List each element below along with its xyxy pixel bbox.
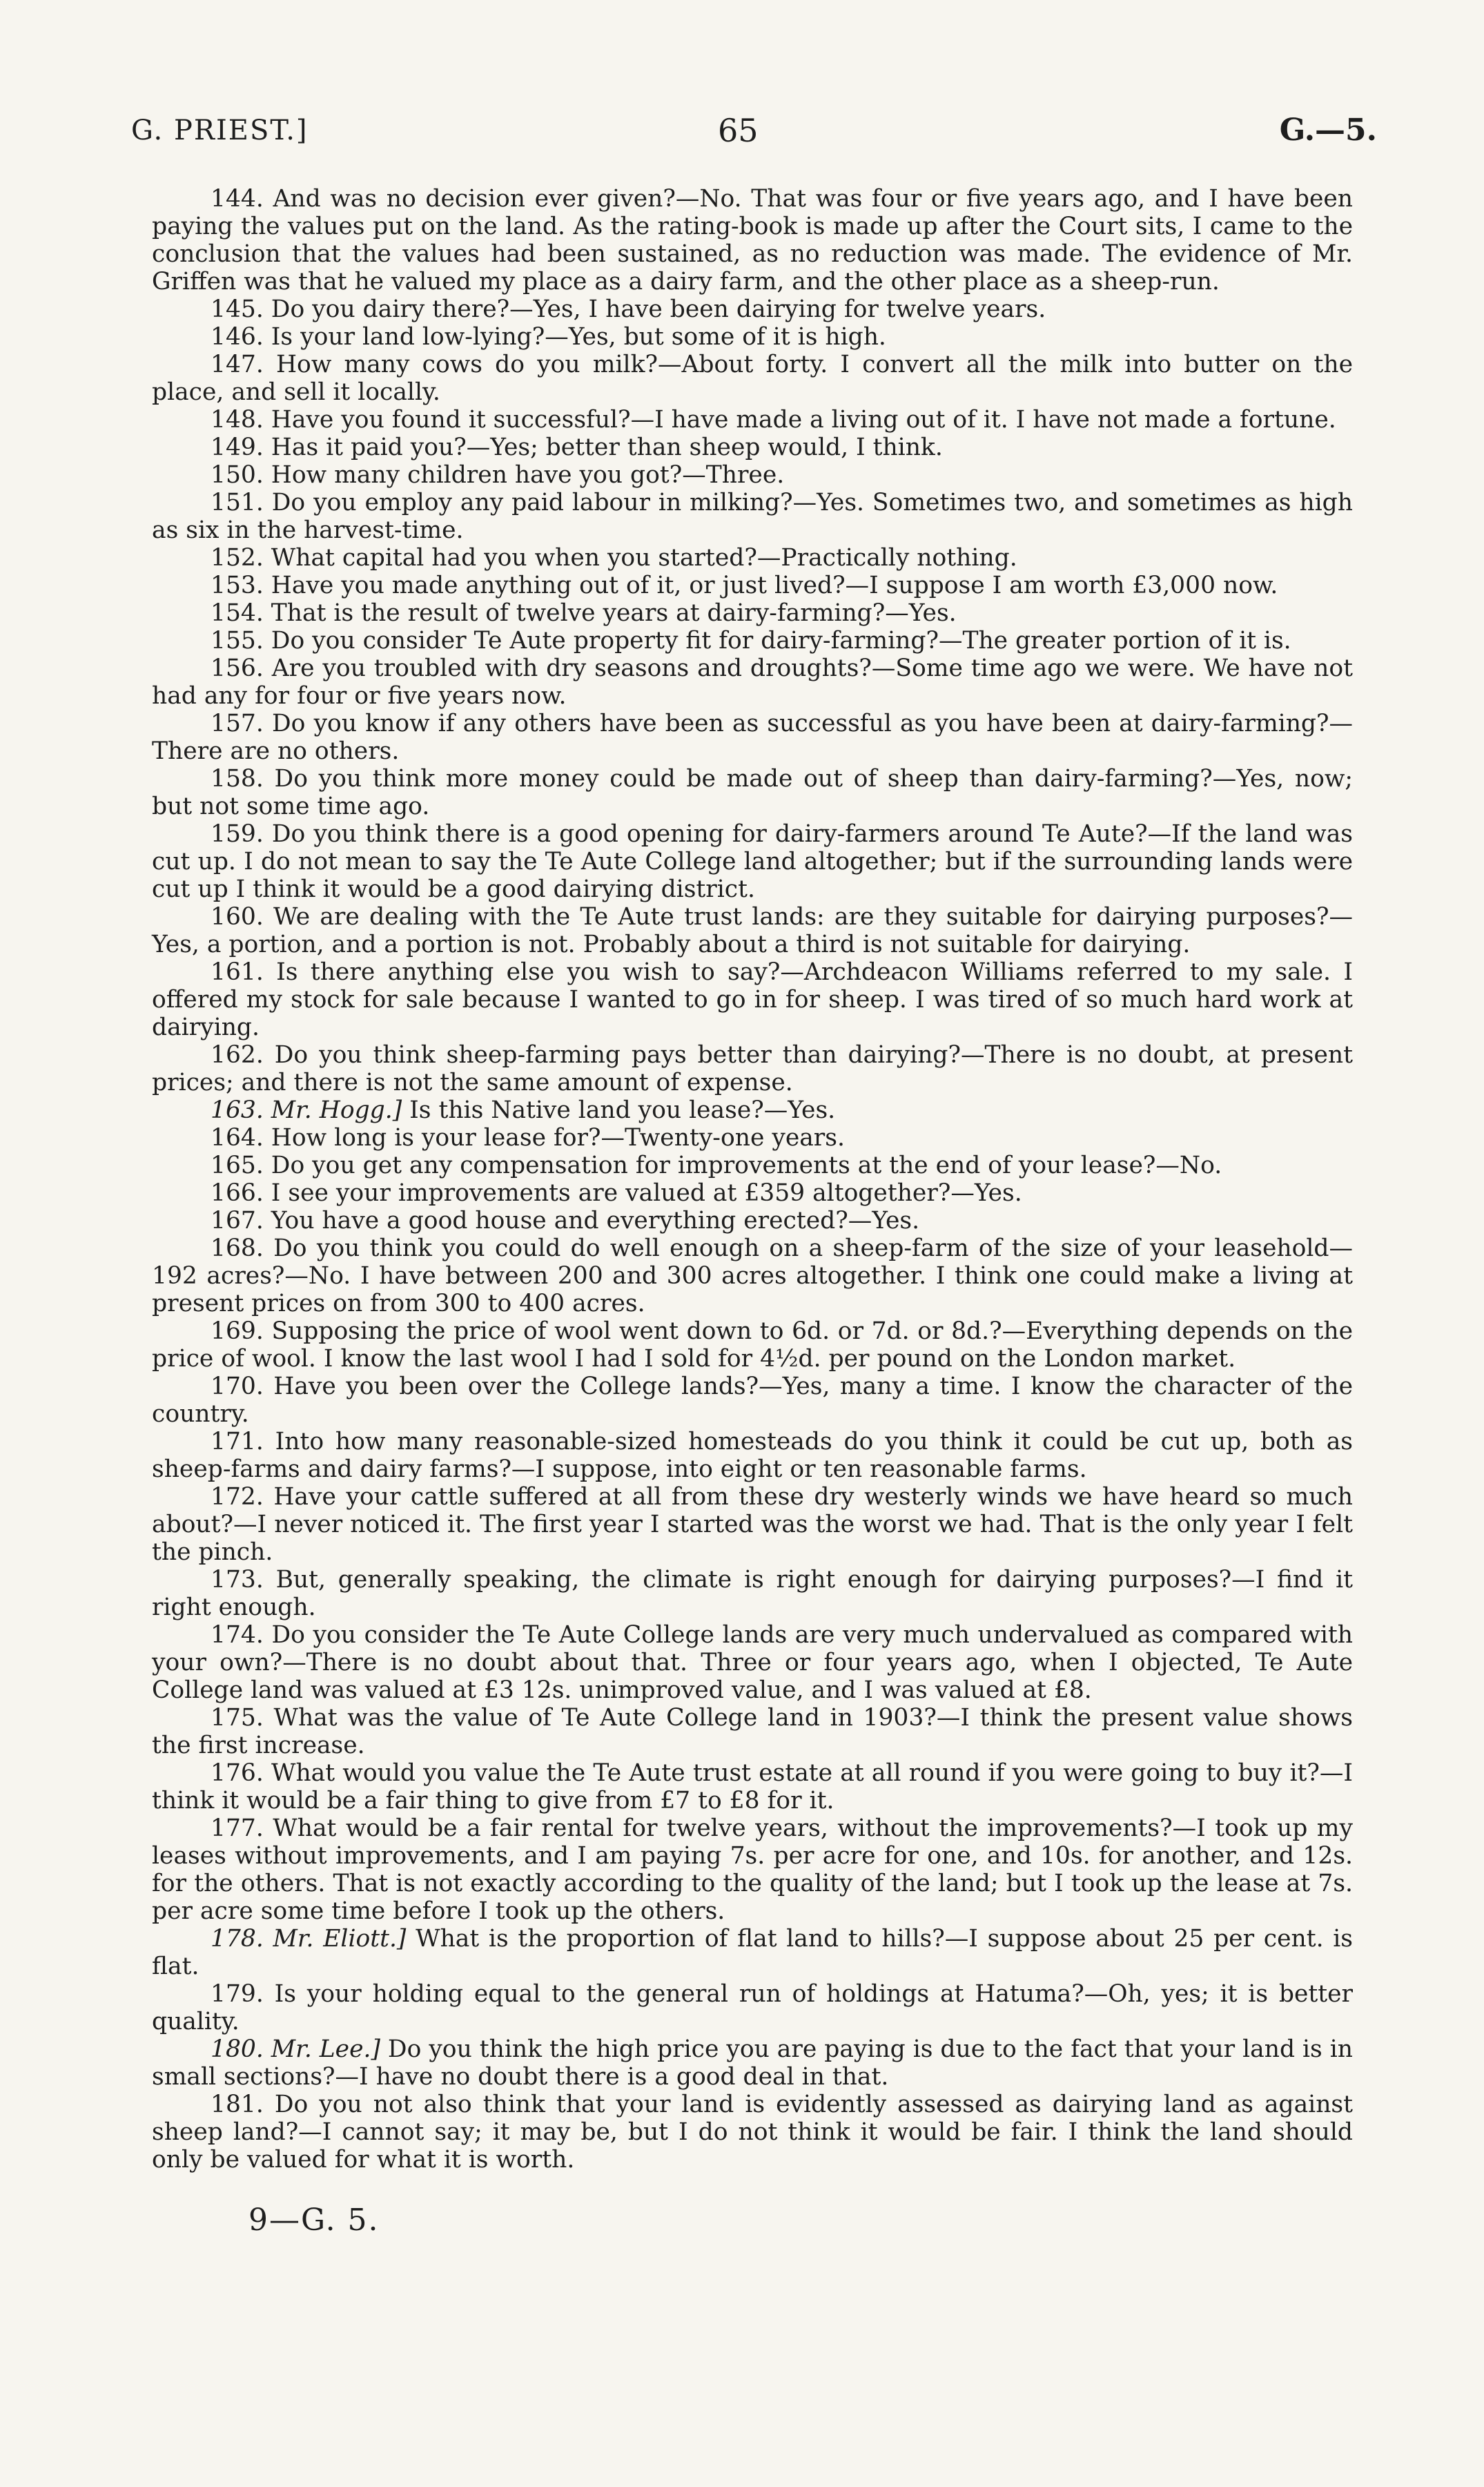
paragraph-text: 155. Do you consider Te Aute property fit for dairy-farming?—The greater portion of it is.: [211, 627, 1291, 655]
qa-paragraph: [152, 1815, 1353, 1925]
paragraph-text: 169. Supposing the price of wool went down to 6d. or 7d. or 8d.?—Everything depends on the price of wool. I know the last wool I had I sold for 4½d. per pound on the London market.: [152, 1317, 1353, 1373]
paragraph-text: 154. That is the result of twelve years at dairy-farming?—Yes.: [211, 599, 957, 627]
paragraph-text: 158. Do you think more money could be made out of sheep than dairy-farming?—Yes, now; but not some time ago.: [152, 765, 1353, 820]
paragraph-text: 170. Have you been over the College lands?—Yes, many a time. I know the character of the country.: [152, 1373, 1353, 1428]
qa-paragraph: [152, 1566, 1353, 1621]
document-reference: G.—5.: [1279, 113, 1377, 148]
qa-paragraph: [152, 461, 1353, 489]
speaker-label: 178. Mr. Eliott.]: [211, 1925, 407, 1953]
paragraph-text: 146. Is your land low-lying?—Yes, but some of it is high.: [211, 323, 886, 351]
qa-paragraph: [152, 1704, 1353, 1759]
paragraph-text: 173. But, generally speaking, the climate is right enough for dairying purposes?—I find it right enough.: [152, 1566, 1353, 1621]
qa-paragraph: [152, 1179, 1353, 1207]
paragraph-text: 152. What capital had you when you started?—Practically nothing.: [211, 544, 1017, 572]
paragraph-text: Is this Native land you lease?—Yes.: [402, 1096, 836, 1124]
paragraph-text: 160. We are dealing with the Te Aute trust lands: are they suitable for dairying purposes?—Yes, a portion, and a portion is not. Probably about a third is not suitable for dairying.: [152, 903, 1353, 958]
qa-paragraph: [152, 655, 1353, 710]
paragraph-text: 181. Do you not also think that your land is evidently assessed as dairying land as against sheep land?—I cannot say; it may be, but I do not think it would be fair. I think the land should only be valued for what it is worth.: [152, 2091, 1353, 2174]
paragraph-text: 145. Do you dairy there?—Yes, I have been dairying for twelve years.: [211, 296, 1046, 323]
qa-paragraph: [152, 599, 1353, 627]
paragraph-text: 174. Do you consider the Te Aute College lands are very much undervalued as compared with your own?—There is no doubt about that. Three or four years ago, when I objected, Te Aute College land was valued at £3 12s. unimproved value, and I was valued at £8.: [152, 1621, 1353, 1704]
paragraph-text: 150. How many children have you got?—Three.: [211, 461, 785, 489]
qa-paragraph: [152, 1980, 1353, 2035]
paragraph-text: 157. Do you know if any others have been as successful as you have been at dairy-farming?—There are no others.: [152, 710, 1353, 765]
paragraph-text: 166. I see your improvements are valued at £359 altogether?—Yes.: [211, 1179, 1022, 1207]
paragraph-text: Do you think the high price you are paying is due to the fact that your land is in small sections?—I have no doubt there is a good deal in that.: [152, 2035, 1353, 2091]
paragraph-text: 168. Do you think you could do well enough on a sheep-farm of the size of your leasehold—192 acres?—No. I have between 200 and 300 acres altogether. I think one could make a living at present prices on from 300 to 400 acres.: [152, 1235, 1353, 1317]
qa-paragraph: [152, 544, 1353, 572]
qa-paragraph: [152, 1235, 1353, 1317]
qa-paragraph: [152, 765, 1353, 820]
qa-paragraph: [152, 296, 1353, 323]
qa-paragraph: [152, 2091, 1353, 2174]
paragraph-text: 177. What would be a fair rental for twelve years, without the improvements?—I took up my leases without improvements, and I am paying 7s. per acre for one, and 10s. for another, and 12s. for the others. That is not exactly according to the quality of the land; but I took up the lease at 7s. per acre some time before I took up the others.: [152, 1815, 1353, 1925]
qa-paragraph: [152, 1373, 1353, 1428]
paragraph-text: 172. Have your cattle suffered at all from these dry westerly winds we have heard so much about?—I never noticed it. The first year I started was the worst we had. That is the only year I felt the pinch.: [152, 1483, 1353, 1566]
paragraph-text: 176. What would you value the Te Aute trust estate at all round if you were going to buy it?—I think it would be a fair thing to give from £7 to £8 for it.: [152, 1759, 1353, 1815]
qa-paragraph: [152, 351, 1353, 406]
paragraph-text: 147. How many cows do you milk?—About forty. I convert all the milk into butter on the place, and sell it locally.: [152, 351, 1353, 406]
qa-paragraph: [152, 572, 1353, 599]
qa-paragraph: [152, 185, 1353, 296]
qa-paragraph: [152, 1096, 1353, 1124]
paragraph-text: 171. Into how many reasonable-sized homesteads do you think it could be cut up, both as sheep-farms and dairy farms?—I suppose, into eight or ten reasonable farms.: [152, 1428, 1353, 1483]
running-header-left: G. PRIEST.]: [131, 115, 309, 146]
qa-paragraph: [152, 323, 1353, 351]
qa-paragraph: [152, 903, 1353, 958]
paragraph-text: What is the proportion of flat land to hills?—I suppose about 25 per cent. is flat.: [152, 1925, 1354, 1980]
paragraph-text: 167. You have a good house and everything erected?—Yes.: [211, 1207, 920, 1235]
signature-mark: 9—G. 5.: [248, 2203, 380, 2238]
qa-paragraph: [152, 1152, 1353, 1179]
paragraph-text: 153. Have you made anything out of it, or just lived?—I suppose I am worth £3,000 now.: [211, 572, 1278, 599]
paragraph-text: 144. And was no decision ever given?—No. That was four or five years ago, and I have been paying the values put on the land. As the rating-book is made up after the Court sits, I came to the conclusion that the values had been sustained, as no reduction was made. The evidence of Mr. Griffen was that he valued my place as a dairy farm, and the other place as a sheep-run.: [152, 185, 1353, 296]
qa-paragraph: [152, 627, 1353, 655]
qa-paragraph: [152, 820, 1353, 903]
paragraph-text: 149. Has it paid you?—Yes; better than sheep would, I think.: [211, 434, 943, 461]
paragraph-text: 165. Do you get any compensation for improvements at the end of your lease?—No.: [211, 1152, 1222, 1179]
paragraph-text: 179. Is your holding equal to the general run of holdings at Hatuma?—Oh, yes; it is better quality.: [152, 1980, 1353, 2035]
qa-paragraph: [152, 434, 1353, 461]
paragraph-text: 164. How long is your lease for?—Twenty-one years.: [211, 1124, 845, 1152]
qa-paragraph: [152, 1317, 1353, 1373]
qa-paragraph: [152, 406, 1353, 434]
page-number: 65: [718, 112, 759, 149]
qa-paragraph: [152, 1207, 1353, 1235]
qa-paragraph: [152, 710, 1353, 765]
evidence-text: [152, 185, 1353, 2174]
paragraph-text: 148. Have you found it successful?—I have made a living out of it. I have not made a fortune.: [211, 406, 1336, 434]
qa-paragraph: [152, 958, 1353, 1041]
qa-paragraph: [152, 1428, 1353, 1483]
speaker-label: 163. Mr. Hogg.]: [211, 1096, 402, 1124]
qa-paragraph: [152, 1621, 1353, 1704]
speaker-label: 180. Mr. Lee.]: [211, 2035, 380, 2063]
qa-paragraph: [152, 2035, 1353, 2091]
qa-paragraph: [152, 1925, 1353, 1980]
paragraph-text: 159. Do you think there is a good opening for dairy-farmers around Te Aute?—If the land was cut up. I do not mean to say the Te Aute College land altogether; but if the surrounding lands were cut up I think it would be a good dairying district.: [152, 820, 1353, 903]
qa-paragraph: [152, 1483, 1353, 1566]
paragraph-text: 161. Is there anything else you wish to say?—Archdeacon Williams referred to my sale. I offered my stock for sale because I wanted to go in for sheep. I was tired of so much hard work at dairying.: [152, 958, 1353, 1041]
paragraph-text: 175. What was the value of Te Aute College land in 1903?—I think the present value shows the first increase.: [152, 1704, 1353, 1759]
paragraph-text: 162. Do you think sheep-farming pays better than dairying?—There is no doubt, at present prices; and there is not the same amount of expense.: [152, 1041, 1353, 1096]
paragraph-text: 156. Are you troubled with dry seasons and droughts?—Some time ago we were. We have not had any for four or five years now.: [152, 655, 1353, 710]
qa-paragraph: [152, 1041, 1353, 1096]
paragraph-text: 151. Do you employ any paid labour in milking?—Yes. Sometimes two, and sometimes as high as six in the harvest-time.: [152, 489, 1353, 544]
qa-paragraph: [152, 1759, 1353, 1815]
qa-paragraph: [152, 489, 1353, 544]
qa-paragraph: [152, 1124, 1353, 1152]
